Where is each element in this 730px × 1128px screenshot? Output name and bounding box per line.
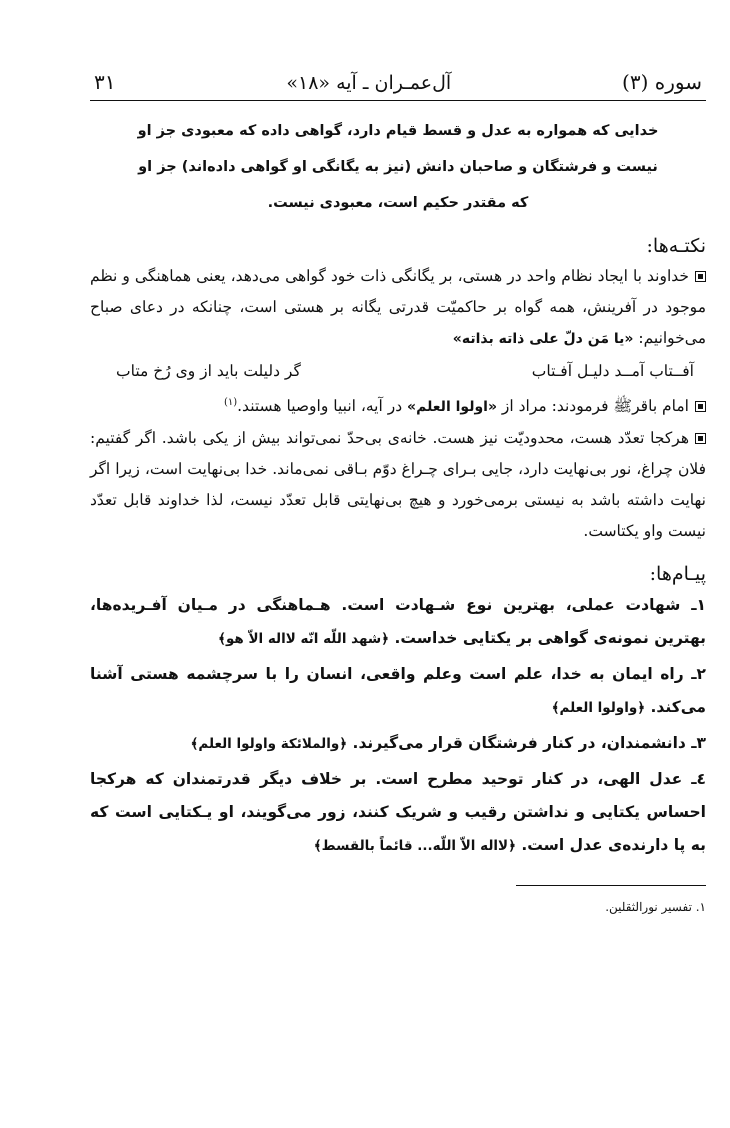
messages-heading: پیـام‌ها: <box>649 563 706 586</box>
message-text: ۲ـ راه ایمان به خدا، علم است وعلم واقعی، انسان را با سرچشمه هستی آشنا می‌کند. <box>90 665 706 717</box>
notes-heading: نکتـه‌ها: <box>646 235 706 257</box>
message-item <box>90 727 706 761</box>
running-header <box>90 70 706 101</box>
chapter-title: آل‌عمـران ـ آیه «۱۸» <box>286 72 452 94</box>
footnote-marker: (۱) <box>223 397 238 408</box>
note-text: امام باقرﷺ فرمودند: مراد از <box>497 397 689 416</box>
message-text: ٤ـ عدل الهی، در کنار توحید مطرح است. بر خلاف دیگر قدرتمندان که هرکجا احساس یکتایی و نداشتن رقیب و شریک کنند، زور می‌گویند، او یـکتایی است که به پا دارنده‌ی عدل است. <box>90 770 706 855</box>
quran-quote: «اولوا العلم» <box>407 399 497 416</box>
verse-translation <box>114 113 682 221</box>
square-bullet-icon <box>695 433 706 444</box>
quran-reference: ﴿والملائکة واولوا العلم﴾ <box>190 736 348 753</box>
message-text: ۱ـ شهادت عملی، بهترین نوع شـهادت است. هـماهنگی در مـیان آفـریده‌ها، بهترین نمونه‌ی گواهی بر یکتایی خداست. <box>90 596 706 648</box>
verse-hemistich-left: گر دلیلت باید از وی رُخ متاب <box>116 362 301 380</box>
square-bullet-icon <box>695 401 706 412</box>
poem-verse <box>90 355 706 387</box>
surah-label: سوره (۳) <box>622 70 702 94</box>
translation-line: که مقتدر حکیم است، معبودی نیست. <box>267 195 529 211</box>
square-bullet-icon <box>695 271 706 282</box>
verse-hemistich-right: آفــتاب آمــد دلیـل آفـتاب <box>531 362 694 380</box>
quran-reference: ﴿واولوا العلم﴾ <box>551 700 646 717</box>
translation-line: خدایی که همواره به عدل و قسط قیام دارد، گواهی داده که معبودی جز او <box>137 123 659 139</box>
note-text: در آیه، انبیا واوصیا هستند. <box>237 397 408 416</box>
note-text: هرکجا تعدّد هست، محدودیّت نیز هست. خانه‌ی بی‌حدّ نمی‌تواند بیش از یکی باشد. اگر گفتیم: فلان چراغ، نور بی‌نهایت دارد، جایی بـرای چـراغ دوّم بـاقی نمی‌ماند. خدا بی‌نهایت است، زیرا اگر نهایت داشته باشد به نیستی برمی‌خورد و هیچ بی‌نهایتی قابل تعدّد نیست، لذا خداوند قابل تعدّد نیست واو یکتاست. <box>90 429 706 541</box>
note-item <box>90 423 706 547</box>
footnote: ۱. تفسیر نورالثقلین. <box>605 900 706 915</box>
quran-reference: ﴿شهد اللّه انّه لااله الاّ هو﴾ <box>218 631 390 648</box>
message-item <box>90 658 706 725</box>
footnote-divider <box>516 885 706 886</box>
document-page <box>90 70 706 914</box>
page-number: ۳۱ <box>94 70 116 94</box>
quran-reference: ﴿لااله الاّ اللّه... قائماً بالقسط﴾ <box>313 838 516 855</box>
message-item <box>90 589 706 656</box>
note-item <box>90 387 706 423</box>
translation-line: نیست و فرشتگان و صاحبان دانش (نیز به یگانگی او گواهی داده‌اند) جز او <box>138 159 658 175</box>
message-item <box>90 763 706 863</box>
message-text: ۳ـ دانشمندان، در کنار فرشتگان قرار می‌گیرند. <box>347 734 706 753</box>
note-item <box>90 261 706 355</box>
dua-quote: «یا مَن دلّ علی ذاته بذاته» <box>452 331 634 347</box>
note-text: خداوند با ایجاد نظام واحد در هستی، بر یگانگی ذات خود گواهی می‌دهد، یعنی هماهنگی و نظم موجود در آفرینش، همه گواه بر حاکمیّت قدرتی یگانه بر هستی است، چنانکه در دعای صباح می‌خوانیم: <box>90 267 706 347</box>
